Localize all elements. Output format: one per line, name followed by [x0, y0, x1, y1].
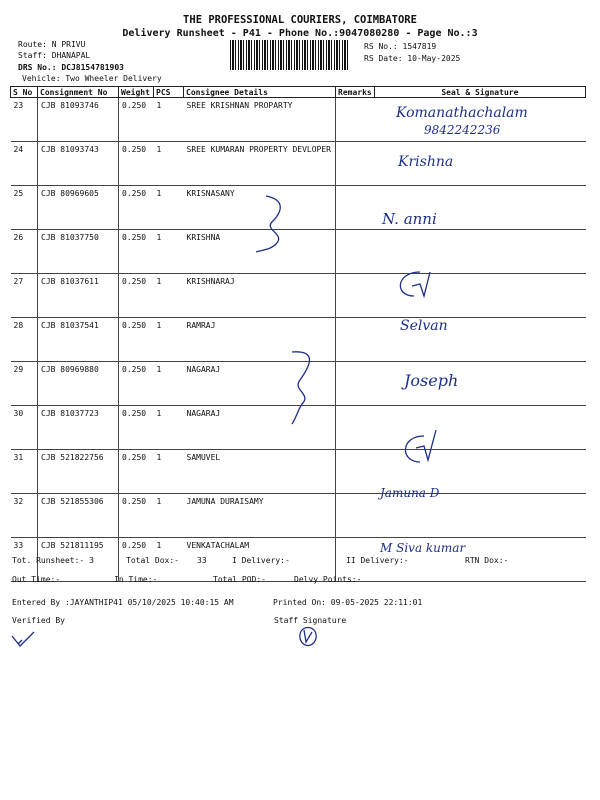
row-consignment: CJB 521855306: [38, 494, 119, 538]
col-consignee: Consignee Details: [184, 87, 336, 98]
row-pcs: 1: [154, 186, 184, 230]
row-pcs: 1: [154, 142, 184, 186]
row-sno: 25: [11, 186, 38, 230]
staff-signature: Staff Signature: [274, 616, 347, 625]
row-consignee: NAGARAJ: [184, 362, 336, 406]
col-weight: Weight: [119, 87, 154, 98]
row-pcs: 1: [154, 318, 184, 362]
row-weight: 0.250: [119, 538, 154, 582]
row-weight: 0.250: [119, 142, 154, 186]
row-sno: 23: [11, 98, 38, 142]
col-remarks: Remarks: [336, 87, 375, 98]
drs-number: DRS No.: DCJ8154781903: [18, 63, 124, 72]
staff-signature-mark: [300, 628, 316, 646]
row-sno: 24: [11, 142, 38, 186]
row-consignee: JAMUNA DURAISAMY: [184, 494, 336, 538]
rs-date: RS Date: 10-May-2025: [364, 54, 461, 63]
row-consignment: CJB 81093746: [38, 98, 119, 142]
route: Route: N PRIVU: [18, 40, 86, 49]
row-weight: 0.250: [119, 406, 154, 450]
in-time: In Time:-: [114, 575, 158, 584]
row-sno: 29: [11, 362, 38, 406]
row-consignment: CJB 80969605: [38, 186, 119, 230]
row-weight: 0.250: [119, 450, 154, 494]
row-weight: 0.250: [119, 274, 154, 318]
row-weight: 0.250: [119, 318, 154, 362]
row-pcs: 1: [154, 494, 184, 538]
row-consignment: CJB 80969880: [38, 362, 119, 406]
total-dox-value: 33: [197, 556, 207, 565]
row-weight: 0.250: [119, 362, 154, 406]
row-consignment: CJB 81037611: [38, 274, 119, 318]
delvy-points: Delvy Points:-: [294, 575, 362, 584]
row-consignment: CJB 81037723: [38, 406, 119, 450]
runsheet-subtitle: Delivery Runsheet - P41 - Phone No.:9047080280 - Page No.:3: [122, 28, 478, 39]
signature-29: Joseph: [404, 371, 459, 390]
row-consignee: SREE KUMARAN PROPERTY DEVLOPER: [184, 142, 336, 186]
row-weight: 0.250: [119, 230, 154, 274]
row-sno: 31: [11, 450, 38, 494]
row-consignee: SAMUVEL: [184, 450, 336, 494]
tot-runsheet: Tot. Runsheet:- 3: [12, 556, 94, 565]
row-weight: 0.250: [119, 98, 154, 142]
row-pcs: 1: [154, 274, 184, 318]
entered-by: Entered By :JAYANTHIP41 05/10/2025 10:40:15 AM: [12, 598, 234, 607]
row-consignee: KRISHNA: [184, 230, 336, 274]
company-title: THE PROFESSIONAL COURIERS, COIMBATORE: [183, 14, 417, 26]
row-sno: 33: [11, 538, 38, 582]
row-weight: 0.250: [119, 494, 154, 538]
signature-25: N. anni: [382, 210, 437, 228]
row-consignee: SREE KRISHNAN PROPARTY: [184, 98, 336, 142]
signature-23-line1: Komanathachalam: [396, 105, 528, 121]
printed-on: Printed On: 09-05-2025 22:11:01: [273, 598, 423, 607]
signature-33: M Siva kumar: [380, 541, 466, 555]
row-weight: 0.250: [119, 186, 154, 230]
vehicle: Vehicle: Two Wheeler Delivery: [22, 74, 162, 83]
rtn-dox: RTN Dox:-: [465, 556, 509, 565]
row-sno: 28: [11, 318, 38, 362]
signature-31-mark: [405, 430, 436, 462]
signature-24: Krishna: [398, 154, 454, 170]
row-pcs: 1: [154, 450, 184, 494]
row-sno: 32: [11, 494, 38, 538]
row-consignment: CJB 81093743: [38, 142, 119, 186]
row-consignment: CJB 81037750: [38, 230, 119, 274]
total-dox-label: Total Dox:-: [126, 556, 179, 565]
row-consignment: CJB 521811195: [38, 538, 119, 582]
verified-by: Verified By: [12, 616, 65, 625]
col-pcs: PCS: [154, 87, 184, 98]
out-time: Out Time:-: [12, 575, 61, 584]
total-pod: Total POD:-: [213, 575, 266, 584]
col-consignment: Consignment No: [38, 87, 119, 98]
row-pcs: 1: [154, 406, 184, 450]
row-pcs: 1: [154, 538, 184, 582]
staff: Staff: DHANAPAL: [18, 51, 91, 60]
rs-number: RS No.: 1547819: [364, 42, 437, 51]
row-consignment: CJB 81037541: [38, 318, 119, 362]
i-delivery: I Delivery:-: [232, 556, 290, 565]
row-consignee: NAGARAJ: [184, 406, 336, 450]
row-sno: 26: [11, 230, 38, 274]
row-pcs: 1: [154, 362, 184, 406]
signature-23-line2: 9842242236: [424, 123, 501, 137]
signature-28: Selvan: [400, 318, 448, 334]
bracket-mark-29-30: [292, 352, 310, 424]
signature-27-mark: [400, 272, 430, 296]
row-consignment: CJB 521822756: [38, 450, 119, 494]
signature-32: Jamuna D: [380, 486, 440, 500]
row-consignee: KRISNASANY: [184, 186, 336, 230]
row-consignee: VENKATACHALAM: [184, 538, 336, 582]
ii-delivery: II Delivery:-: [346, 556, 409, 565]
row-pcs: 1: [154, 98, 184, 142]
row-pcs: 1: [154, 230, 184, 274]
row-sno: 30: [11, 406, 38, 450]
col-sno: S No: [11, 87, 38, 98]
col-signature: Seal & Signature: [374, 87, 585, 98]
bracket-mark-25-26: [256, 196, 280, 252]
row-consignee: RAMRAJ: [184, 318, 336, 362]
verified-by-mark: [12, 632, 34, 646]
row-sno: 27: [11, 274, 38, 318]
row-consignee: KRISHNARAJ: [184, 274, 336, 318]
